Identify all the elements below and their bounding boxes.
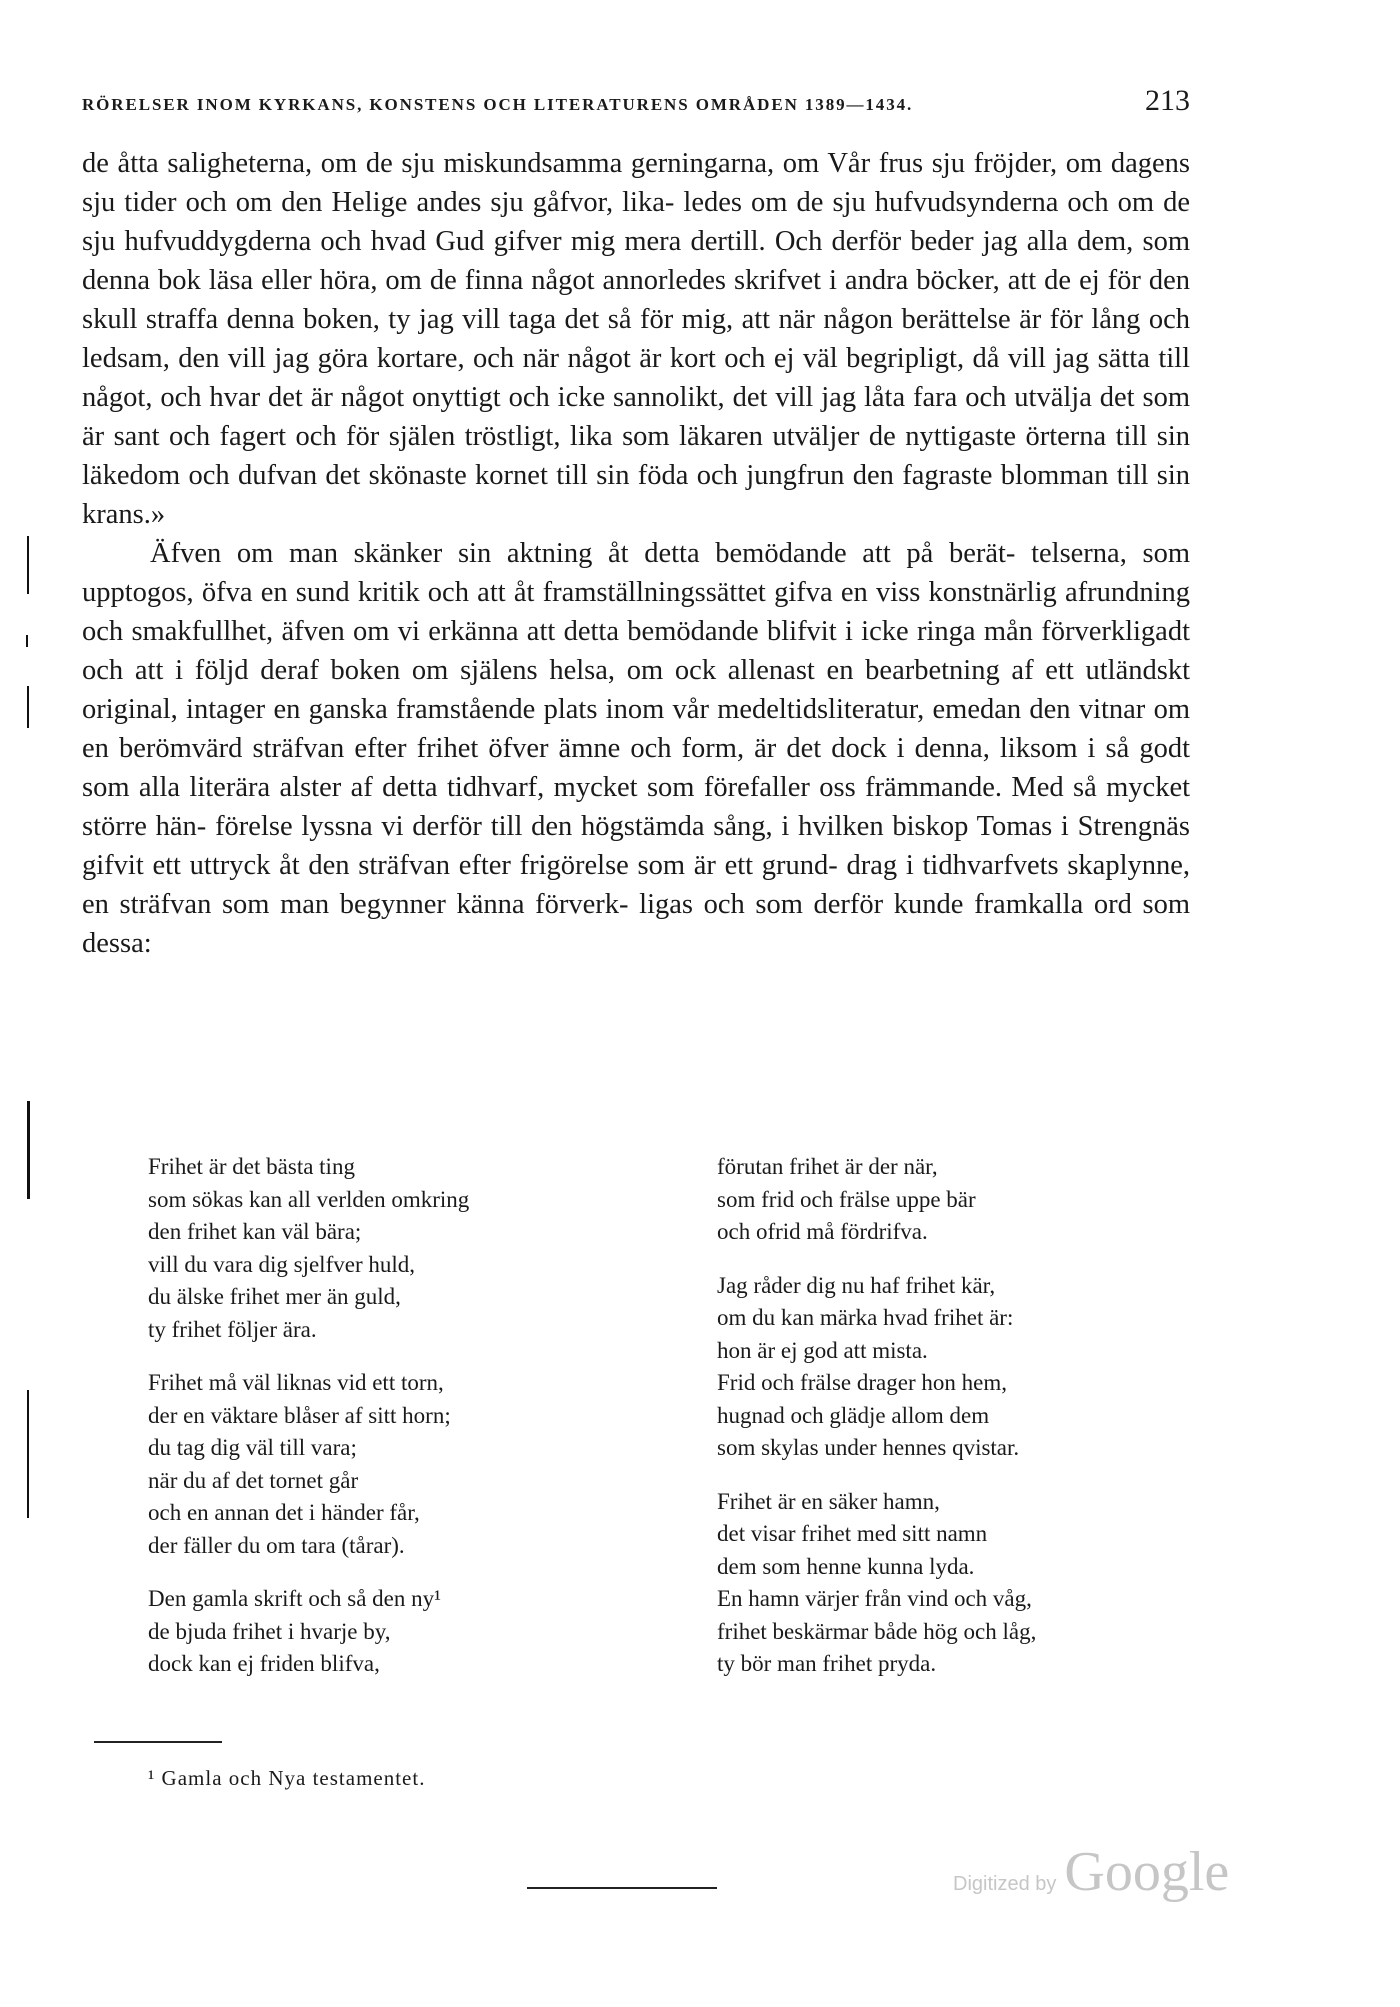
verse-line: Frihet må väl liknas vid ett torn, bbox=[148, 1370, 444, 1395]
poem-stanza bbox=[148, 1151, 668, 1346]
poem-stanza bbox=[717, 1270, 1237, 1465]
text-line: drag i tidhvarfvets skaplynne, en sträfvan som man begynner känna förverk- bbox=[82, 850, 1191, 920]
margin-mark bbox=[27, 1390, 29, 1518]
verse-line: förutan frihet är der när, bbox=[717, 1154, 938, 1179]
verse-line: du älske frihet mer än guld, bbox=[148, 1284, 401, 1309]
verse-line: der fäller du om tara (tårar). bbox=[148, 1532, 405, 1558]
verse-line: ty frihet följer ära. bbox=[148, 1316, 317, 1342]
text-line: ej för den skull straffa denna boken, ty jag vill taga det så för mig, att bbox=[82, 265, 1190, 335]
margin-mark bbox=[27, 686, 29, 728]
verse-line: frihet beskärmar både hög och låg, bbox=[717, 1618, 1037, 1644]
text-line: det som är sant och fagert och för själen tröstligt, lika som läkaren utväljer bbox=[82, 382, 1191, 452]
verse-line: och ofrid må fördrifva. bbox=[717, 1219, 928, 1244]
verse-line: den frihet kan väl bära; bbox=[148, 1219, 362, 1244]
margin-mark bbox=[27, 1101, 30, 1199]
text-line: deraf boken om själens helsa, om ock allenast en bearbetning af ett utländskt bbox=[260, 655, 1191, 686]
margin-mark bbox=[27, 536, 29, 594]
text-line: original, intager en ganska framstående plats inom vår medeltidsliteratur, bbox=[82, 694, 925, 725]
text-line: läsa eller höra, om de finna något annorledes skrifvet i andra böcker, att de bbox=[208, 265, 1072, 296]
page-number: 213 bbox=[1145, 84, 1190, 117]
poem-right-column bbox=[717, 1151, 1237, 1702]
footnote-marker: ¹ bbox=[148, 1766, 156, 1790]
verse-line: om du kan märka hvad frihet är: bbox=[717, 1305, 1014, 1330]
google-logo: Google bbox=[1064, 1841, 1230, 1903]
text-line: när något är kort och ej väl begripligt, då vill jag sätta till något, och hvar bbox=[82, 343, 1190, 413]
verse-line: der en väktare blåser af sitt horn; bbox=[148, 1402, 451, 1428]
verse-line: dock kan ej friden blifva, bbox=[148, 1651, 380, 1676]
verse-line: det visar frihet med sitt namn bbox=[717, 1521, 988, 1546]
watermark-prefix: Digitized by bbox=[953, 1873, 1057, 1895]
poem-stanza bbox=[148, 1367, 668, 1562]
text-line: ligas och som derför kunde framkalla ord som dessa: bbox=[82, 889, 1191, 959]
text-line: sin föda och jungfrun den fagraste blomman till sin krans.» bbox=[82, 460, 1191, 530]
verse-line: som sökas kan all verlden omkring bbox=[148, 1186, 470, 1212]
footnote-text: Gamla och Nya testamentet. bbox=[161, 1766, 426, 1790]
verse-line: hugnad och glädje allom dem bbox=[717, 1402, 990, 1428]
running-header bbox=[82, 84, 1190, 118]
verse-line: dem som henne kunna lyda. bbox=[717, 1553, 975, 1579]
text-line: de nyttigaste örterna till sin läkedom och dufvan det skönaste kornet till bbox=[82, 421, 1191, 491]
footnote-divider bbox=[94, 1741, 222, 1743]
verse-line: och en annan det i händer får, bbox=[148, 1500, 420, 1525]
verse-line: Frihet är en säker hamn, bbox=[717, 1488, 940, 1514]
text-line: förelse lyssna vi derför till den högstämda sång, i hvilken biskop Tomas i bbox=[215, 811, 1069, 842]
verse-line: du tag dig väl till vara; bbox=[148, 1435, 357, 1460]
text-line: Gud gifver mig mera dertill. Och derför beder jag alla dem, som denna bok bbox=[82, 226, 1190, 296]
text-line: när någon berättelse är för lång och ledsam, den vill jag göra kortare, och bbox=[82, 304, 1190, 374]
text-line: sju fröjder, om dagens sju tider och om den Helige andes sju gåfvor, lika- bbox=[82, 148, 1191, 218]
margin-mark bbox=[26, 635, 28, 647]
verse-line: de bjuda frihet i hvarje by, bbox=[148, 1618, 391, 1644]
text-line: de åtta saligheterna, om de sju miskundsamma gerningarna, om Vår frus bbox=[82, 148, 924, 179]
body-text bbox=[82, 144, 1190, 963]
text-line: Äfven om man skänker sin aktning åt detta bemödande att på berät- bbox=[150, 538, 1016, 569]
poem-stanza bbox=[148, 1583, 668, 1681]
text-line: emedan den vitnar om en berömvärd sträfvan efter frihet öfver ämne och bbox=[82, 694, 1190, 764]
end-divider bbox=[527, 1887, 717, 1889]
verse-line: som frid och frälse uppe bär bbox=[717, 1186, 976, 1212]
verse-line: som skylas under hennes qvistar. bbox=[717, 1435, 1020, 1460]
verse-line: Frid och frälse drager hon hem, bbox=[717, 1370, 1007, 1395]
text-line: telserna, som upptogos, öfva en sund kritik och att åt framställningssättet bbox=[82, 538, 1190, 608]
verse-line: ty bör man frihet pryda. bbox=[717, 1651, 937, 1676]
verse-line: Den gamla skrift och så den ny¹ bbox=[148, 1586, 442, 1611]
text-line: att detta bemödande blifvit i icke ringa mån förverkligadt och att i följd bbox=[82, 616, 1190, 686]
verse-line: hon är ej god att mista. bbox=[717, 1337, 928, 1363]
poem-stanza bbox=[717, 1486, 1237, 1681]
text-line: tidhvarf, mycket som förefaller oss främmande. Med så mycket större hän- bbox=[82, 772, 1191, 842]
footnote bbox=[148, 1766, 425, 1791]
poem-left-column bbox=[148, 1151, 668, 1702]
running-title: RÖRELSER INOM KYRKANS, KONSTENS OCH LITERATURENS OMRÅDEN 1389—1434. bbox=[82, 95, 914, 114]
paragraph bbox=[82, 144, 1190, 534]
verse-line: när du af det tornet går bbox=[148, 1467, 359, 1493]
verse-line: Jag råder dig nu haf frihet kär, bbox=[717, 1272, 996, 1298]
text-line: det är något onyttigt och icke sannolikt, det vill jag låta fara och utvälja bbox=[268, 382, 1092, 413]
text-line: form, är det dock i denna, liksom i så godt som alla literära alster af detta bbox=[82, 733, 1190, 803]
verse-line: vill du vara dig sjelfver huld, bbox=[148, 1251, 415, 1277]
text-line: gifva en viss konstnärlig afrundning och smakfullhet, äfven om vi erkänna bbox=[82, 577, 1190, 647]
verse-line: En hamn värjer från vind och våg, bbox=[717, 1586, 1032, 1611]
digitized-watermark bbox=[953, 1840, 1229, 1904]
poem-stanza bbox=[717, 1151, 1237, 1249]
paragraph bbox=[82, 534, 1190, 963]
verse-line: Frihet är det bästa ting bbox=[148, 1154, 355, 1179]
text-line: Strengnäs gifvit ett uttryck åt den sträfvan efter frigörelse som är ett grund- bbox=[82, 811, 1191, 881]
text-line: ledes om de sju hufvudsynderna och om de sju hufvuddygderna och hvad bbox=[82, 187, 1190, 257]
